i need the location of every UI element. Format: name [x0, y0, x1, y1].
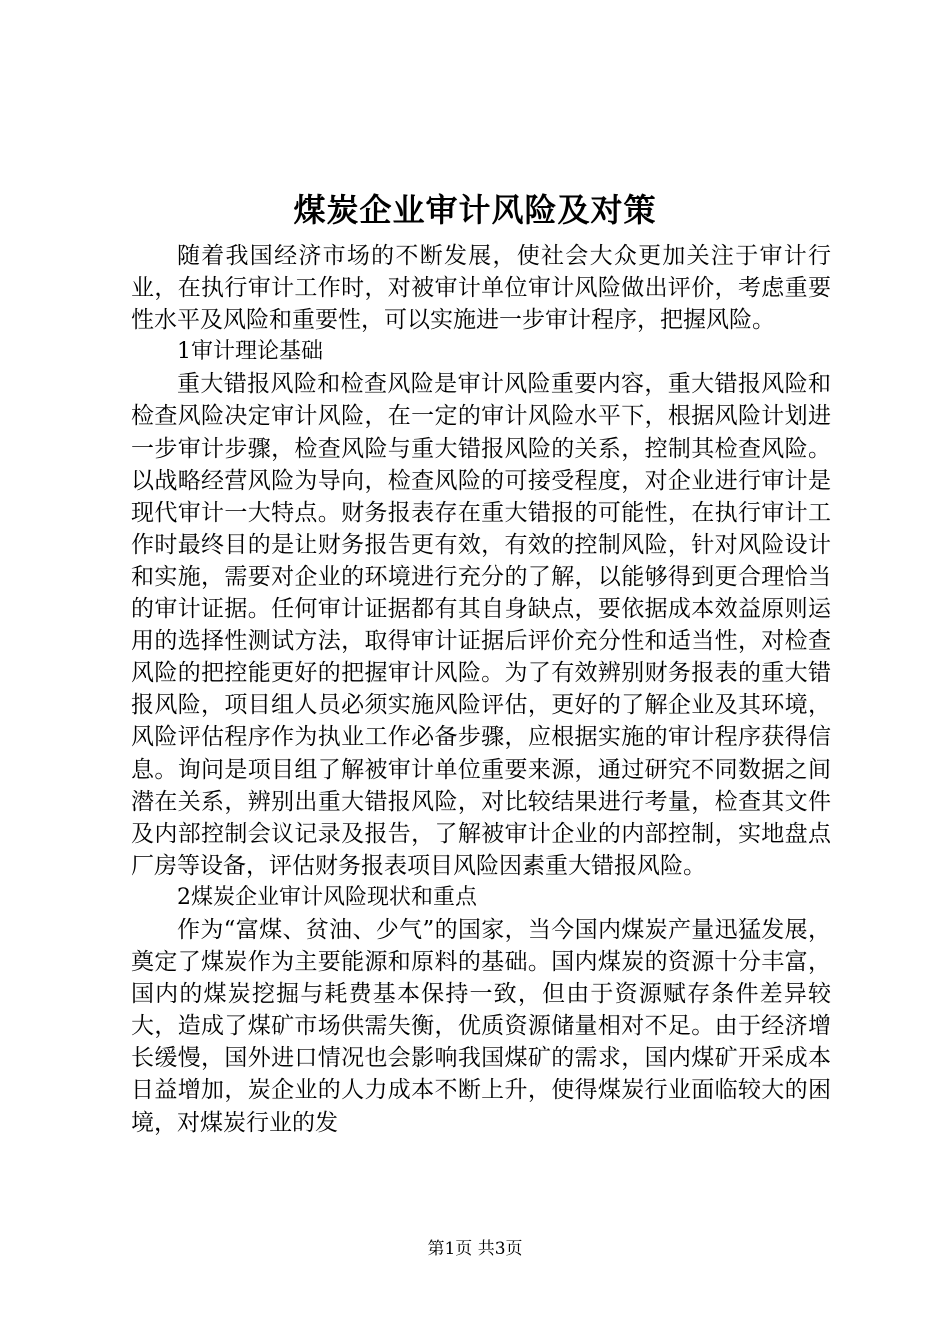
section-1-paragraph: 重大错报风险和检查风险是审计风险重要内容，重大错报风险和检查风险决定审计风险，在一定的审计风险水平下，根据风险计划进一步审计步骤，检查风险与重大错报风险的关系，控制其检查风险。以战略经营风险为导向，检查风险的可接受程度，对企业进行审计是现代审计一大特点。财务报表存在重大错报的可能性，在执行审计工作时最终目的是让财务报告更有效，有效的控制风险，针对风险设计和实施，需要对企业的环境进行充分的了解，以能够得到更合理恰当的审计证据。任何审计证据都有其自身缺点，要依据成本效益原则运用的选择性测试方法，取得审计证据后评价充分性和适当性，对检查风险的把控能更好的把握审计风险。为了有效辨别财务报表的重大错报风险，项目组人员必须实施风险评估，更好的了解企业及其环境，风险评估程序作为执业工作必备步骤，应根据实施的审计程序获得信息。询问是项目组了解被审计单位重要来源，通过研究不同数据之间潜在关系，辨别出重大错报风险，对比较结果进行考量，检查其文件及内部控制会议记录及报告，了解被审计企业的内部控制，实地盘点厂房等设备，评估财务报表项目风险因素重大错报风险。 — [131, 371, 831, 879]
section-heading-2: 2煤炭企业审计风险现状和重点 — [177, 884, 477, 910]
document-title: 煤炭企业审计风险及对策 — [293, 191, 657, 229]
document-body — [131, 240, 831, 1139]
section-heading-1: 1审计理论基础 — [177, 339, 323, 365]
page-footer: 第1页 共3页 — [427, 1239, 523, 1259]
intro-paragraph: 随着我国经济市场的不断发展，使社会大众更加关注于审计行业，在执行审计工作时，对被审计单位审计风险做出评价，考虑重要性水平及风险和重要性，可以实施进一步审计程序，把握风险。 — [131, 243, 831, 334]
section-2-paragraph: 作为“富煤、贫油、少气”的国家，当今国内煤炭产量迅猛发展，奠定了煤炭作为主要能源和原料的基础。国内煤炭的资源十分丰富，国内的煤炭挖掘与耗费基本保持一致，但由于资源赋存条件差异较大，造成了煤矿市场供需失衡，优质资源储量相对不足。由于经济增长缓慢，国外进口情况也会影响我国煤矿的需求，国内煤矿开采成本日益增加，炭企业的人力成本不断上升，使得煤炭行业面临较大的困境，对煤炭行业的发 — [131, 916, 831, 1136]
